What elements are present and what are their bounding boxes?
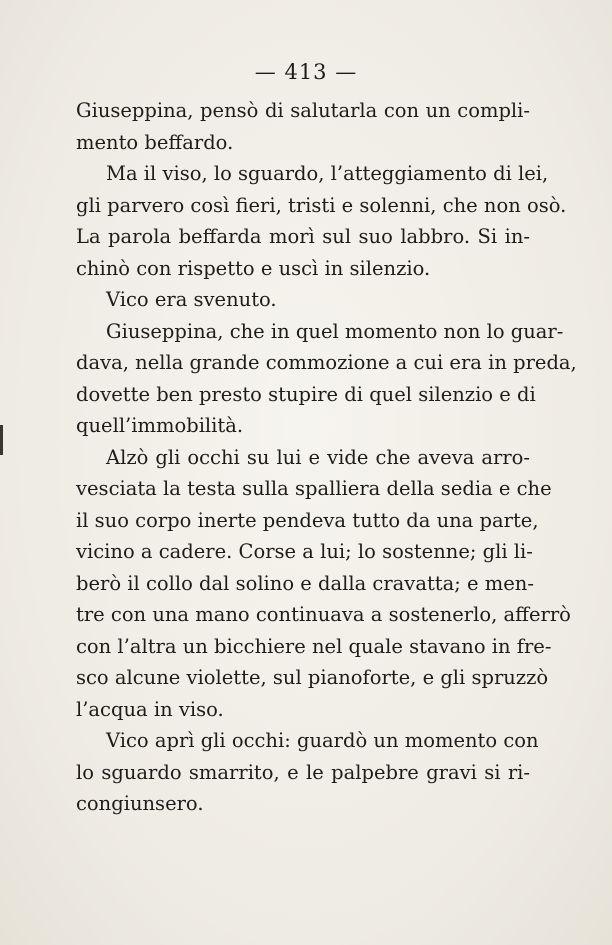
text-line: dovette ben presto stupire di quel silenzio e di	[76, 382, 536, 406]
text-line: dava, nella grande commozione a cui era in preda,	[76, 351, 577, 374]
text-line: mento beffardo.	[76, 130, 234, 154]
text-line: lo sguardo smarrito, e le palpebre gravi si ri-	[76, 760, 530, 784]
text-line: tre con una mano continuava a sostenerlo, afferrò	[76, 603, 571, 626]
text-line: vesciata la testa sulla spalliera della sedia e che	[76, 477, 552, 500]
text-line: chinò con rispetto e uscì in silenzio.	[76, 256, 431, 280]
text-line: gli parvero così fieri, tristi e solenni, che non osò.	[76, 193, 567, 217]
page-number: — 413 —	[254, 60, 358, 84]
text-line: quell’immobilità.	[76, 414, 244, 437]
text-line: Giuseppina, che in quel momento non lo guar-	[106, 319, 564, 343]
text-line: sco alcune violette, sul pianoforte, e gli spruzzò	[76, 666, 549, 689]
text-line: vicino a cadere. Corse a lui; lo sostenne; gli li-	[76, 540, 533, 563]
text-line: il suo corpo inerte pendeva tutto da una parte,	[76, 508, 539, 532]
page-edge-mark	[0, 425, 3, 455]
text-line: Ma il viso, lo sguardo, l’atteggiamento di lei,	[106, 162, 549, 185]
text-line: l’acqua in viso.	[76, 697, 224, 721]
text-line: Vico aprì gli occhi: guardò un momento con	[106, 729, 539, 752]
text-line: Giuseppina, pensò di salutarla con un compli-	[76, 99, 530, 122]
text-line: La parola beffarda morì sul suo labbro. Si in-	[76, 225, 530, 248]
text-line: con l’altra un bicchiere nel quale stavano in fre-	[76, 634, 552, 658]
text-line: berò il collo dal solino e dalla cravatta; e men-	[76, 571, 534, 595]
text-line: Alzò gli occhi su lui e vide che aveva arro-	[106, 445, 530, 469]
body-text	[76, 95, 577, 820]
text-line: Vico era svenuto.	[106, 288, 277, 311]
text-line: congiunsero.	[76, 792, 204, 815]
